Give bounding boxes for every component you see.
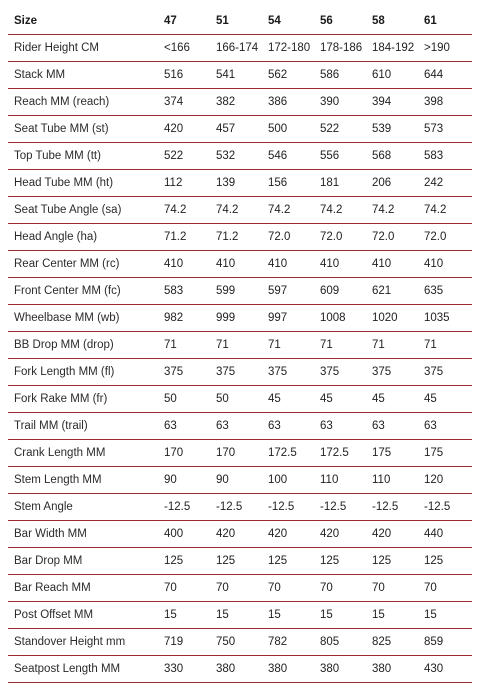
table-row	[8, 197, 472, 224]
table-cell: 420	[210, 521, 262, 548]
table-cell: 72.0	[366, 224, 418, 251]
table-cell: 125	[314, 548, 366, 575]
table-cell: 45	[418, 386, 472, 413]
table-cell: 63	[262, 413, 314, 440]
table-cell: 532	[210, 143, 262, 170]
table-cell: 398	[418, 89, 472, 116]
table-cell: 175	[418, 440, 472, 467]
table-cell: 583	[158, 278, 210, 305]
table-cell: 70	[314, 575, 366, 602]
table-cell: 805	[314, 629, 366, 656]
table-cell: 1020	[366, 305, 418, 332]
row-label: Wheelbase MM (wb)	[8, 305, 158, 332]
row-label: Stem Angle	[8, 494, 158, 521]
table-cell: 74.2	[262, 197, 314, 224]
row-label: Crank Length MM	[8, 440, 158, 467]
table-cell: 71.2	[158, 224, 210, 251]
table-row	[8, 35, 472, 62]
table-body	[8, 35, 472, 683]
table-row	[8, 89, 472, 116]
table-cell: 997	[262, 305, 314, 332]
table-cell: 110	[314, 467, 366, 494]
table-cell: 125	[418, 548, 472, 575]
row-label: Fork Rake MM (fr)	[8, 386, 158, 413]
table-cell: 374	[158, 89, 210, 116]
table-cell: 782	[262, 629, 314, 656]
table-cell: 172.5	[314, 440, 366, 467]
table-cell: 375	[418, 359, 472, 386]
row-label: Stack MM	[8, 62, 158, 89]
table-cell: 380	[262, 656, 314, 683]
table-cell: 90	[210, 467, 262, 494]
table-cell: 394	[366, 89, 418, 116]
row-label: BB Drop MM (drop)	[8, 332, 158, 359]
table-cell: -12.5	[158, 494, 210, 521]
table-cell: 50	[210, 386, 262, 413]
table-cell: 400	[158, 521, 210, 548]
table-cell: >190	[418, 35, 472, 62]
table-cell: 568	[366, 143, 418, 170]
table-cell: 516	[158, 62, 210, 89]
header-size-54: 54	[262, 8, 314, 35]
table-cell: 859	[418, 629, 472, 656]
table-cell: 70	[418, 575, 472, 602]
table-cell: 999	[210, 305, 262, 332]
table-cell: -12.5	[314, 494, 366, 521]
table-cell: 825	[366, 629, 418, 656]
table-cell: <166	[158, 35, 210, 62]
row-label: Fork Length MM (fl)	[8, 359, 158, 386]
table-cell: 74.2	[314, 197, 366, 224]
table-cell: 63	[366, 413, 418, 440]
table-cell: 573	[418, 116, 472, 143]
table-cell: 71	[314, 332, 366, 359]
table-cell: 375	[314, 359, 366, 386]
table-cell: 15	[158, 602, 210, 629]
table-cell: 184-192	[366, 35, 418, 62]
row-label: Front Center MM (fc)	[8, 278, 158, 305]
table-cell: 410	[210, 251, 262, 278]
table-cell: 609	[314, 278, 366, 305]
table-cell: 410	[262, 251, 314, 278]
table-cell: 125	[366, 548, 418, 575]
table-cell: 522	[314, 116, 366, 143]
table-cell: 72.0	[262, 224, 314, 251]
table-cell: 63	[314, 413, 366, 440]
table-cell: 562	[262, 62, 314, 89]
row-label: Head Angle (ha)	[8, 224, 158, 251]
row-label: Bar Width MM	[8, 521, 158, 548]
header-size-61: 61	[418, 8, 472, 35]
table-cell: 166-174	[210, 35, 262, 62]
table-cell: 982	[158, 305, 210, 332]
table-cell: 72.0	[314, 224, 366, 251]
row-label: Trail MM (trail)	[8, 413, 158, 440]
table-row	[8, 332, 472, 359]
table-cell: 380	[314, 656, 366, 683]
header-size-51: 51	[210, 8, 262, 35]
table-row	[8, 116, 472, 143]
table-cell: 45	[262, 386, 314, 413]
table-row	[8, 575, 472, 602]
table-cell: 541	[210, 62, 262, 89]
table-cell: 375	[262, 359, 314, 386]
table-cell: 71	[418, 332, 472, 359]
table-cell: 556	[314, 143, 366, 170]
table-cell: 90	[158, 467, 210, 494]
table-cell: 430	[418, 656, 472, 683]
table-cell: 750	[210, 629, 262, 656]
table-cell: 45	[366, 386, 418, 413]
table-cell: 70	[210, 575, 262, 602]
table-row	[8, 251, 472, 278]
table-cell: 110	[366, 467, 418, 494]
table-cell: 74.2	[366, 197, 418, 224]
row-label: Head Tube MM (ht)	[8, 170, 158, 197]
table-row	[8, 413, 472, 440]
row-label: Post Offset MM	[8, 602, 158, 629]
table-cell: 1008	[314, 305, 366, 332]
table-cell: 330	[158, 656, 210, 683]
table-row	[8, 467, 472, 494]
table-cell: 71	[366, 332, 418, 359]
table-cell: 71	[158, 332, 210, 359]
table-cell: 112	[158, 170, 210, 197]
header-size-58: 58	[366, 8, 418, 35]
table-row	[8, 170, 472, 197]
table-cell: 522	[158, 143, 210, 170]
row-label: Seat Tube Angle (sa)	[8, 197, 158, 224]
table-cell: 644	[418, 62, 472, 89]
table-cell: 139	[210, 170, 262, 197]
table-cell: 410	[366, 251, 418, 278]
table-cell: 597	[262, 278, 314, 305]
table-cell: 125	[210, 548, 262, 575]
header-size-47: 47	[158, 8, 210, 35]
table-row	[8, 359, 472, 386]
table-cell: 50	[158, 386, 210, 413]
table-cell: 74.2	[158, 197, 210, 224]
row-label: Seatpost Length MM	[8, 656, 158, 683]
table-cell: 70	[158, 575, 210, 602]
table-cell: 15	[262, 602, 314, 629]
table-cell: 500	[262, 116, 314, 143]
row-label: Rear Center MM (rc)	[8, 251, 158, 278]
table-cell: 63	[158, 413, 210, 440]
table-row	[8, 629, 472, 656]
row-label: Standover Height mm	[8, 629, 158, 656]
table-cell: 100	[262, 467, 314, 494]
table-cell: 539	[366, 116, 418, 143]
table-cell: 386	[262, 89, 314, 116]
table-cell: 175	[366, 440, 418, 467]
table-row	[8, 224, 472, 251]
table-cell: -12.5	[418, 494, 472, 521]
table-row	[8, 143, 472, 170]
table-row	[8, 62, 472, 89]
table-cell: -12.5	[262, 494, 314, 521]
header-size-label: Size	[8, 8, 158, 35]
table-cell: 420	[158, 116, 210, 143]
table-cell: 457	[210, 116, 262, 143]
table-cell: -12.5	[210, 494, 262, 521]
table-cell: 242	[418, 170, 472, 197]
table-cell: 63	[418, 413, 472, 440]
table-cell: 15	[418, 602, 472, 629]
table-cell: 380	[210, 656, 262, 683]
table-cell: 15	[366, 602, 418, 629]
table-row	[8, 440, 472, 467]
table-cell: 586	[314, 62, 366, 89]
table-cell: 125	[262, 548, 314, 575]
table-cell: 170	[210, 440, 262, 467]
table-cell: 125	[158, 548, 210, 575]
table-cell: 71	[262, 332, 314, 359]
table-cell: 375	[366, 359, 418, 386]
row-label: Bar Drop MM	[8, 548, 158, 575]
table-cell: 156	[262, 170, 314, 197]
table-cell: 74.2	[418, 197, 472, 224]
table-cell: 375	[210, 359, 262, 386]
table-cell: 206	[366, 170, 418, 197]
table-cell: 599	[210, 278, 262, 305]
row-label: Top Tube MM (tt)	[8, 143, 158, 170]
table-cell: 70	[262, 575, 314, 602]
table-row	[8, 386, 472, 413]
table-row	[8, 305, 472, 332]
table-cell: 410	[158, 251, 210, 278]
table-cell: 15	[210, 602, 262, 629]
table-cell: 719	[158, 629, 210, 656]
table-cell: 380	[366, 656, 418, 683]
table-cell: 181	[314, 170, 366, 197]
row-label: Stem Length MM	[8, 467, 158, 494]
header-size-56: 56	[314, 8, 366, 35]
table-cell: 635	[418, 278, 472, 305]
table-cell: 375	[158, 359, 210, 386]
table-cell: 420	[314, 521, 366, 548]
table-cell: 172-180	[262, 35, 314, 62]
table-cell: 420	[262, 521, 314, 548]
table-cell: 621	[366, 278, 418, 305]
table-cell: 410	[418, 251, 472, 278]
table-cell: 71	[210, 332, 262, 359]
table-cell: 610	[366, 62, 418, 89]
table-cell: 45	[314, 386, 366, 413]
row-label: Bar Reach MM	[8, 575, 158, 602]
table-cell: 72.0	[418, 224, 472, 251]
table-cell: 178-186	[314, 35, 366, 62]
table-cell: 63	[210, 413, 262, 440]
table-cell: 170	[158, 440, 210, 467]
table-row	[8, 602, 472, 629]
table-cell: 70	[366, 575, 418, 602]
row-label: Reach MM (reach)	[8, 89, 158, 116]
table-row	[8, 521, 472, 548]
geometry-table	[8, 8, 472, 683]
table-cell: 71.2	[210, 224, 262, 251]
table-cell: 440	[418, 521, 472, 548]
table-cell: -12.5	[366, 494, 418, 521]
table-cell: 382	[210, 89, 262, 116]
table-cell: 172.5	[262, 440, 314, 467]
table-row	[8, 278, 472, 305]
table-cell: 583	[418, 143, 472, 170]
table-row	[8, 494, 472, 521]
table-cell: 420	[366, 521, 418, 548]
row-label: Rider Height CM	[8, 35, 158, 62]
table-header-row	[8, 8, 472, 35]
table-cell: 546	[262, 143, 314, 170]
row-label: Seat Tube MM (st)	[8, 116, 158, 143]
table-row	[8, 548, 472, 575]
table-cell: 410	[314, 251, 366, 278]
table-cell: 1035	[418, 305, 472, 332]
table-row	[8, 656, 472, 683]
table-cell: 390	[314, 89, 366, 116]
table-cell: 74.2	[210, 197, 262, 224]
table-cell: 120	[418, 467, 472, 494]
table-cell: 15	[314, 602, 366, 629]
